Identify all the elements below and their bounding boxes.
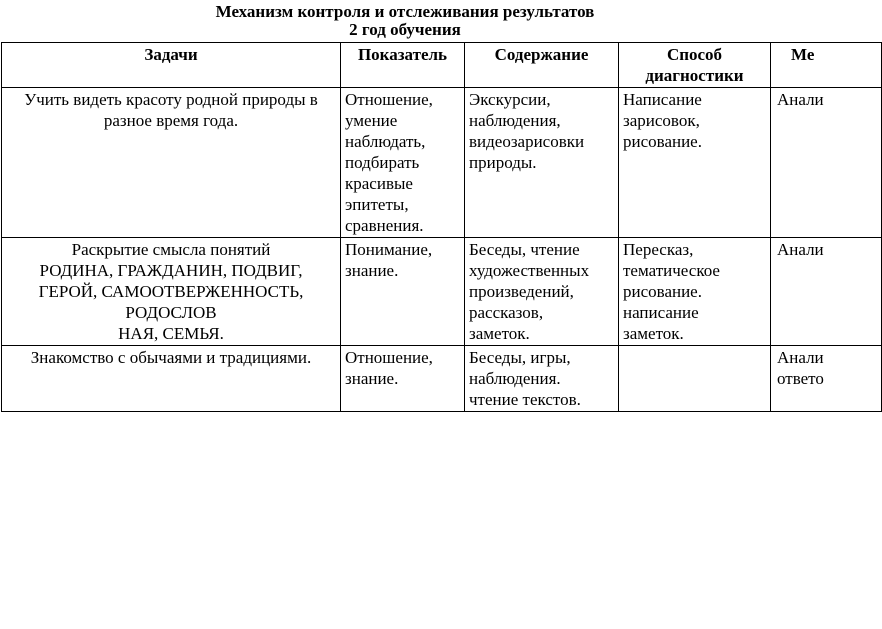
cell-method (771, 88, 882, 238)
header-tasks: Задачи (2, 43, 341, 88)
document-subtitle: 2 год обучения (349, 20, 461, 39)
cell-diagnostics-line: заметок. (623, 324, 684, 343)
table-row (2, 88, 882, 238)
cell-diagnostics-line: тематическое (623, 261, 720, 280)
table-row (2, 346, 882, 412)
cell-indicator-line: красивые (345, 174, 413, 193)
cell-method (771, 238, 882, 346)
cell-content-line: художественных (469, 261, 590, 280)
cell-diagnostics-line: зарисовок, (623, 111, 700, 130)
cell-diagnostics-line: написание (623, 303, 699, 322)
cell-content (465, 88, 619, 238)
table-row (2, 238, 882, 346)
cell-content-line: природы. (469, 153, 537, 172)
cell-indicator-line: эпитеты, (345, 195, 409, 214)
cell-task-line: РОДОСЛОВ (125, 303, 217, 322)
cell-method-line: Анали (777, 90, 824, 109)
cell-method-line: Анали (777, 348, 824, 367)
cell-content-line: рассказов, (469, 303, 544, 322)
cell-content-line: Беседы, игры, (469, 348, 571, 367)
cell-method-line: Анали (777, 240, 824, 259)
cell-diagnostics-line: рисование. (623, 282, 702, 301)
cell-indicator-line: Отношение, (345, 348, 433, 367)
cell-diagnostics-line: рисование. (623, 132, 702, 151)
header-indicator: Показатель (341, 43, 465, 88)
cell-diagnostics (619, 346, 771, 412)
cell-diagnostics (619, 88, 771, 238)
cell-task-line: РОДИНА, ГРАЖДАНИН, ПОДВИГ, (39, 261, 303, 280)
cell-content-line: чтение текстов. (469, 390, 581, 409)
cell-content-line: Экскурсии, (469, 90, 551, 109)
cell-task-line: ГЕРОЙ, САМООТВЕРЖЕННОСТЬ, (38, 282, 304, 301)
cell-indicator (341, 346, 465, 412)
header-content: Содержание (465, 43, 619, 88)
cell-content-line: наблюдения. (469, 369, 561, 388)
cell-indicator-line: Понимание, (345, 240, 433, 259)
cell-content-line: заметок. (469, 324, 530, 343)
cell-indicator-line: наблюдать, (345, 132, 426, 151)
cell-diagnostics (619, 238, 771, 346)
cell-method-line: ответо (777, 369, 824, 388)
cell-task (2, 88, 341, 238)
document-title: Механизм контроля и отслеживания результатов (215, 2, 595, 21)
header-method: Ме (771, 43, 882, 88)
results-table (1, 42, 882, 412)
cell-content (465, 346, 619, 412)
cell-indicator (341, 238, 465, 346)
cell-content (465, 238, 619, 346)
cell-content-line: произведений, (469, 282, 574, 301)
cell-indicator-line: знание. (345, 369, 399, 388)
cell-task (2, 346, 341, 412)
cell-task-line: Раскрытие смысла понятий (71, 240, 271, 259)
cell-diagnostics-line: Написание (623, 90, 702, 109)
cell-indicator-line: умение (345, 111, 398, 130)
table-header-row (2, 43, 882, 88)
cell-indicator-line: подбирать (345, 153, 420, 172)
cell-task (2, 238, 341, 346)
cell-indicator-line: Отношение, (345, 90, 433, 109)
cell-indicator-line: знание. (345, 261, 399, 280)
cell-task-line: Учить видеть красоту родной природы в (24, 90, 318, 109)
cell-task-line: разное время года. (103, 111, 239, 130)
cell-content-line: видеозарисовки (469, 132, 585, 151)
cell-content-line: Беседы, чтение (469, 240, 580, 259)
cell-task-line: НАЯ, СЕМЬЯ. (118, 324, 224, 343)
header-diagnostics: Способ диагностики (619, 43, 771, 88)
cell-content-line: наблюдения, (469, 111, 561, 130)
cell-indicator-line: сравнения. (345, 216, 424, 235)
cell-task-line: Знакомство с обычаями и традициями. (30, 348, 312, 367)
cell-diagnostics-line: Пересказ, (623, 240, 694, 259)
cell-indicator (341, 88, 465, 238)
cell-method (771, 346, 882, 412)
